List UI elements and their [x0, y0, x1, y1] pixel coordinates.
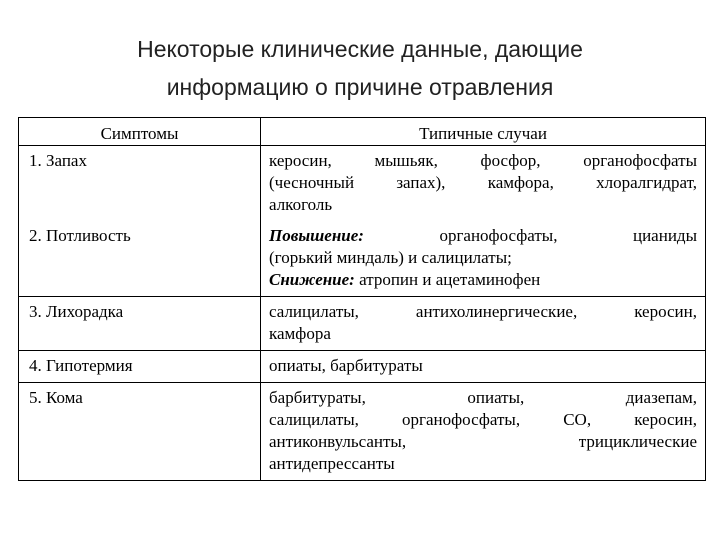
cases-line: салицилаты, органофосфаты, СО, керосин, [269, 410, 697, 429]
decrease-text: атропин и ацетаминофен [359, 270, 541, 289]
header-symptoms: Симптомы [19, 118, 261, 145]
symptom-cell: 3. Лихорадка [19, 297, 261, 350]
increase-label: Повышение: [269, 226, 364, 245]
cases-line: (горький миндаль) и салицилаты; [269, 248, 512, 267]
slide-title [0, 30, 720, 106]
cases-line: антиконвульсанты, трициклические [269, 432, 697, 451]
table-row-smell [19, 145, 705, 221]
cases-line [269, 225, 697, 247]
cases-cell [261, 221, 705, 296]
cases-line: опиаты, барбитураты [269, 356, 423, 375]
cases-line: (чесночный запах), камфора, хлоралгидрат, [269, 173, 697, 192]
title-line-1: Некоторые клинические данные, дающие [137, 36, 583, 62]
cases-line: барбитураты, опиаты, диазепам, [269, 388, 697, 407]
cases-line: камфора [269, 324, 331, 343]
cases-cell [261, 146, 705, 221]
title-line-2: информацию о причине отравления [166, 74, 554, 100]
table-row-sweating [19, 221, 705, 296]
symptom-cell: 5. Кома [19, 383, 261, 480]
increase-text: органофосфаты, цианиды [439, 226, 697, 245]
table-row-hypothermia [19, 350, 705, 382]
symptom-cell: 4. Гипотермия [19, 351, 261, 382]
poisoning-clinical-data-table [18, 117, 706, 481]
symptom-cell: 1. Запах [19, 146, 261, 221]
cases-cell [261, 297, 705, 350]
cases-line: антидепрессанты [269, 454, 395, 473]
cases-cell [261, 351, 705, 382]
header-typical-cases: Типичные случаи [419, 124, 547, 143]
cases-line: салицилаты, антихолинергические, керосин, [269, 302, 697, 321]
decrease-label: Снижение: [269, 270, 355, 289]
table-row-fever [19, 296, 705, 350]
cases-line [269, 269, 697, 291]
cases-line: алкоголь [269, 195, 333, 214]
cases-line: керосин, мышьяк, фосфор, органофосфаты [269, 151, 697, 170]
cases-cell [261, 383, 705, 480]
table-header-row [19, 118, 705, 145]
table-row-coma [19, 382, 705, 480]
symptom-cell: 2. Потливость [19, 221, 261, 296]
